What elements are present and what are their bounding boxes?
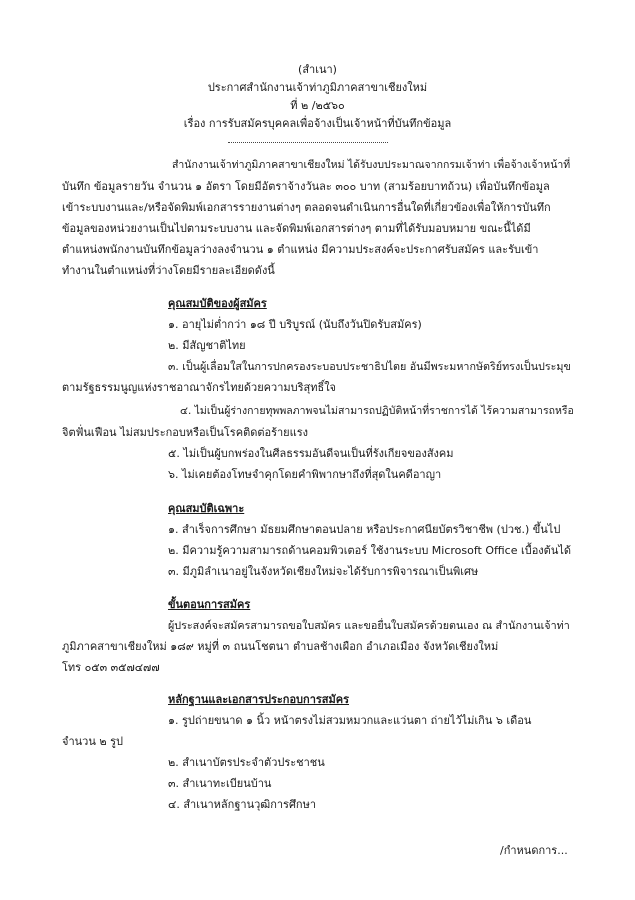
application-procedure-line: ผู้ประสงค์จะสมัครสามารถขอใบสมัคร และขอยื่นใบสมัครด้วยตนเอง ณ สำนักงานเจ้าท่า [168,619,570,632]
document-item: ๒. สำเนาบัตรประจำตัวประชาชน [168,756,325,769]
header-separator [228,142,388,143]
general-qualification-item: ๓. เป็นผู้เลื่อมใสในการปกครองระบอบประชาธิปไตย อันมีพระมหากษัตริย์ทรงเป็นประมุข [168,360,571,373]
general-qualification-item: ๖. ไม่เคยต้องโทษจำคุกโดยคำพิพากษาถึงที่สุดในคดีอาญา [168,468,442,481]
intro-line-5: ตำแหน่งพนักงานบันทึกข้อมูลว่างลงจำนวน ๑ ตำแหน่ง มีความประสงค์จะประกาศรับสมัคร และรับเข้า [62,243,539,256]
announcement-title: ประกาศสำนักงานเจ้าท่าภูมิภาคสาขาเชียงใหม่ [207,81,428,94]
intro-line-3: เข้าระบบงานและ/หรือจัดพิมพ์เอกสารรายงานต่างๆ ตลอดจนดำเนินการอื่นใดที่เกี่ยวข้องเพื่อให้การบันทึก [62,201,551,214]
general-qualification-item: ๒. มีสัญชาติไทย [168,339,246,352]
document-item: ๑. รูปถ่ายขนาด ๑ นิ้ว หน้าตรงไม่สวมหมวกและแว่นตา ถ่ายไว้ไม่เกิน ๖ เดือน [168,714,532,727]
page-continuation: /กำหนดการ... [500,844,568,857]
application-procedure-line: โทร ๐๕๓ ๓๕๗๔๗๗ [62,661,160,674]
document-item: ๓. สำเนาทะเบียนบ้าน [168,777,272,790]
intro-line-1: สำนักงานเจ้าท่าภูมิภาคสาขาเชียงใหม่ ได้รับงบประมาณจากกรมเจ้าท่า เพื่อจ้างเจ้าหน้าที่ [172,159,571,171]
specific-qualifications-heading: คุณสมบัติเฉพาะ [168,502,245,515]
general-qualification-item: ๔. ไม่เป็นผู้ร่างกายทุพพลภาพจนไม่สามารถปฏิบัติหน้าที่ราชการได้ ไร้ความสามารถหรือ [180,405,574,417]
document-item: ๔. สำเนาหลักฐานวุฒิการศึกษา [168,798,317,811]
copy-mark: (สำเนา) [298,63,337,76]
specific-qualification-item: ๓. มีภูมิลำเนาอยู่ในจังหวัดเชียงใหม่จะได้รับการพิจารณาเป็นพิเศษ [168,565,479,578]
document-item-continued: จำนวน ๒ รูป [62,735,123,748]
announcement-number: ที่ ๒ /๒๕๖๐ [290,99,345,112]
general-qualification-item-continued: จิตฟั่นเฟือน ไม่สมประกอบหรือเป็นโรคติดต่อร้ายแรง [62,426,309,439]
specific-qualification-item: ๑. สำเร็จการศึกษา มัธยมศึกษาตอนปลาย หรือประกาศนียบัตรวิชาชีพ (ปวช.) ขึ้นไป [168,523,561,536]
application-procedure-line: ภูมิภาคสาขาเชียงใหม่ ๑๘๙ หมู่ที่ ๓ ถนนโชตนา ตำบลช้างเผือก อำเภอเมือง จังหวัดเชียงใหม่ [62,640,499,653]
specific-qualification-item: ๒. มีความรู้ความสามารถด้านคอมพิวเตอร์ ใช้งานระบบ Microsoft Office เบื้องต้นได้ [168,544,572,557]
announcement-subject: เรื่อง การรับสมัครบุคคลเพื่อจ้างเป็นเจ้าหน้าที่บันทึกข้อมูล [183,117,452,130]
general-qualification-item: ๕. ไม่เป็นผู้บกพร่องในศีลธรรมอันดีจนเป็นที่รังเกียจของสังคม [168,447,454,460]
general-qualifications-heading: คุณสมบัติของผู้สมัคร [168,297,267,310]
general-qualification-item-continued: ตามรัฐธรรมนูญแห่งราชอาณาจักรไทยด้วยความบริสุทธิ์ใจ [62,381,337,394]
general-qualification-item: ๑. อายุไม่ต่ำกว่า ๑๘ ปี บริบูรณ์ (นับถึงวันปิดรับสมัคร) [168,318,422,331]
intro-line-2: บันทึก ข้อมูลรายวัน จำนวน ๑ อัตรา โดยมีอัตราจ้างวันละ ๓๐๐ บาท (สามร้อยบาทถ้วน) เพื่อบันทึกข้อมูล [62,180,550,193]
intro-line-6: ทำงานในตำแหน่งที่ว่างโดยมีรายละเอียดดังนี้ [62,264,275,277]
intro-line-4: ข้อมูลของหน่วยงานเป็นไปตามระบบงาน และจัดพิมพ์เอกสารต่างๆ ตามที่ได้รับมอบหมาย ขณะนี้ได้มี [62,222,531,235]
application-procedure-heading: ขั้นตอนการสมัคร [168,598,251,611]
documents-heading: หลักฐานและเอกสารประกอบการสมัคร [168,693,350,706]
